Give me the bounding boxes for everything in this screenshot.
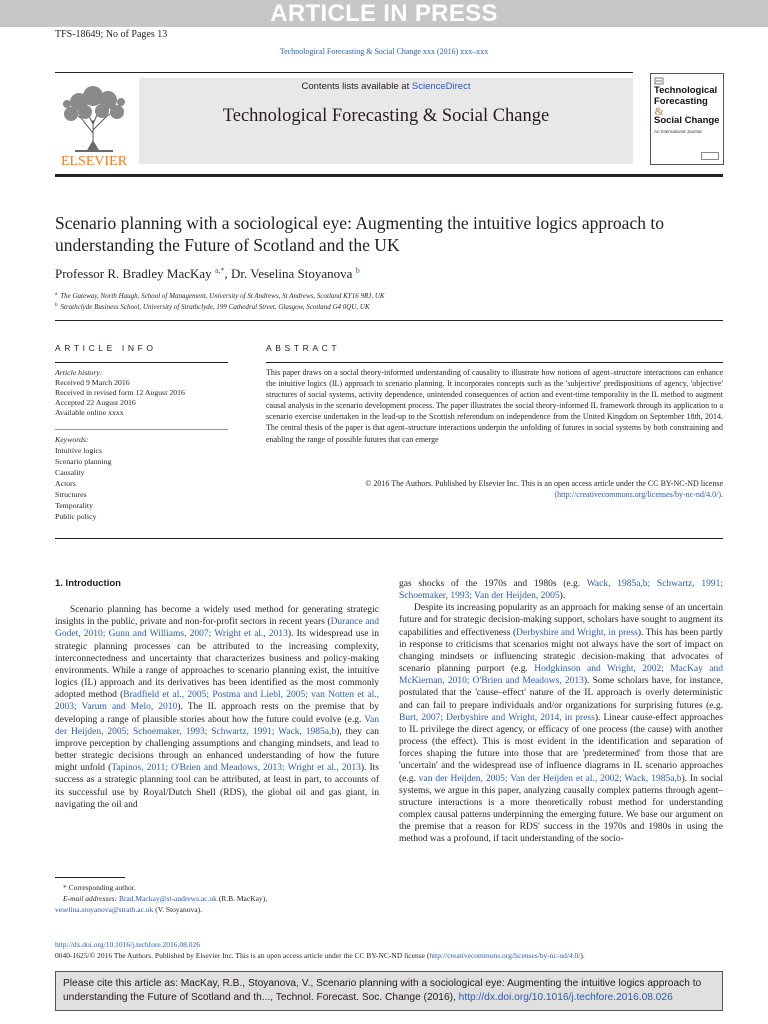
email-line-1 [55, 893, 267, 904]
citation-box [55, 971, 723, 1011]
email-label: E-mail addresses: [63, 894, 119, 903]
paragraph-text: ). Its success as a strategic planning tool can be attributed, at least in part, to accounts of its successful use by Royal/Dutch Shell (RDS), the global oil and gas giant, in navigating the oil and [55, 763, 379, 810]
keyword-item: Public policy [55, 512, 97, 521]
article-history [55, 368, 185, 418]
body-column-left [55, 578, 379, 811]
history-item: Received 9 March 2016 [55, 378, 130, 387]
keyword-item: Actors [55, 479, 76, 488]
paragraph-text: ). This has been partly in response to criticisms that scenarios might not always have the sort of impact on changing mindsets or influencing strategic decision-making that advocates of scenario planning purport (e.g. [399, 627, 723, 675]
body-column-right [399, 578, 723, 845]
elsevier-wordmark: ELSEVIER [60, 154, 128, 168]
history-item: Available online xxxx [55, 408, 124, 417]
paragraph-text: ), they can improve perception by challenging assumptions and changing mindsets, and lead to better strategic decisions through an enhanced understanding of how the future might unfold ( [55, 726, 379, 774]
paragraph-text: ). In social systems, we argue in this paper, analyzing causally complex patterns through agent–structure interactions is a more theoretically robust method for understanding complex causal patterns underpinning the emerging future. We base our argument on the premise that a reason for RDS' success in the 1970s and 1980s in using the method was a profound, if tacit understanding of the socio- [399, 773, 723, 845]
cover-title-line1: Technological [654, 85, 718, 96]
issn-text: 0040-1625/© 2016 The Authors. Published by Elsevier Inc. This is an open access article under the CC BY-NC-ND license ( [55, 951, 430, 960]
author-2-affiliation-marker[interactable]: b [355, 266, 360, 275]
banner-text: ARTICLE IN PRESS [270, 0, 498, 27]
citation-text: Please cite this article as: MacKay, R.B., Stoyanova, V., Scenario planning with a sociological eye: Augmenting the intuitive logics approach to understanding the Future of Scotland and th..., Technol. Forecast. Soc. Change (2016), [63, 978, 702, 1003]
body-separator-rule [55, 538, 723, 539]
cover-title-line2: Forecasting [654, 95, 708, 107]
section-heading-introduction: 1. Introduction [55, 578, 121, 589]
history-item: Accepted 22 August 2016 [55, 398, 136, 407]
elsevier-tree-icon [55, 78, 133, 168]
article-info-heading: ARTICLE INFO [55, 343, 157, 353]
keyword-item: Intuitive logics [55, 446, 102, 455]
paragraph-text: ). Some scholars have, for instance, postulated that the 'cause–effect' nature of the IL approach is overly deterministic and can fail to prepare individuals and/or organizations for surprising futures (e.g. [399, 676, 723, 711]
affiliation-a-label: a [55, 292, 58, 297]
email-owner-mackay: (R.B. MacKay), [216, 894, 268, 903]
keyword-item: Scenario planning [55, 457, 112, 466]
author-1: Professor R. Bradley MacKay [55, 266, 212, 281]
keywords-list [55, 434, 112, 522]
history-label: Article history: [55, 368, 103, 377]
issn-end: ). [580, 951, 585, 960]
paragraph-text: gas shocks of the 1970s and 1980s (e.g. [399, 579, 587, 589]
paragraph-text: ). Linear cause-effect approaches to IL privilege the direct agency, or efficacy of one process (the cause) with another process (the effect). This is most evident in the identification and separation of forces shaping the future into those that are 'predetermined' from those that are 'uncertain' and the widespread use of influence diagrams in IL scenario approaches (e.g. [399, 712, 723, 784]
article-info-rule [55, 362, 228, 363]
abstract-copyright: © 2016 The Authors. Published by Elsevier Inc. This is an open access article under the CC BY-NC-ND license [365, 479, 723, 488]
abstract-heading: ABSTRACT [266, 343, 341, 353]
issn-license-line [55, 951, 585, 960]
journal-cover-thumbnail[interactable] [650, 73, 724, 165]
license-end: . [721, 490, 723, 499]
corresponding-author-note: * Corresponding author. [63, 883, 136, 892]
paragraph-text: ). The IL approach rests on the premise that by developing a range of plausible stories about how the future could evolve (e.g. [55, 702, 379, 725]
affiliation-rule [55, 320, 723, 321]
document-id: TFS-18649; No of Pages 13 [55, 29, 168, 40]
paragraph-text: ). [559, 591, 566, 602]
cover-emblem-icon [654, 77, 664, 85]
cover-title [654, 86, 724, 127]
citation-link[interactable]: Wack, 1985a,b; Schwartz, 1991; Schoemaker, 1993; Van der Heijden, 2005 [399, 579, 723, 602]
journal-title[interactable]: Technological Forecasting & Social Change [222, 106, 550, 126]
issn-license-link[interactable]: http://creativecommons.org/licenses/by-nc-nd/4.0/ [429, 951, 581, 960]
affiliation-b [55, 303, 370, 311]
journal-reference-link[interactable]: Technological Forecasting & Social Change xxx (2016) xxx–xxx [279, 47, 489, 56]
abstract-rule [266, 362, 723, 363]
abstract-text: This paper draws on a social theory-informed understanding of causality to illustrate how notions of agent–structure interactions can enhance the intuitive logics (IL) approach to scenario planning. It incorporates concepts such as the 'subjective' predispositions of agency, 'objective' structures of social systems, activity dependence, unintended consequences of action and event-time temporality in the IL method to augment causal analysis in the scenario development process. The paper illustrates the social theory-informed IL framework through its application to a scenario exercise undertaken in the lead-up to the Scottish referendum on independence from the United Kingdom on September 18th, 2014. The central thesis of the paper is that agent–structure interactions underpin the unfolding of futures in social systems by both constraining and enabling the range of possible futures that can emerge [266, 368, 723, 444]
author-2: Dr. Veselina Stoyanova [231, 266, 353, 281]
paragraph-text: ). Its widespread use in strategic planning processes can be attributed to the increasing complexity, interconnectedness and uncertainty that characterizes business and policy-making environments. While a range of approaches to scenario planning exist, the intuitive logics (IL) approach and its derivatives has been identified as the most commonly adopted method ( [55, 629, 380, 701]
cover-ampersand-icon: & [654, 104, 664, 118]
license-link[interactable]: (http://creativecommons.org/licenses/by-nc-nd/4.0/) [554, 490, 721, 499]
citation-link[interactable]: Hodgkinson and Wright, 2002; MacKay and McKiernan, 2010; O'Brien and Meadows, 2013 [399, 664, 723, 687]
citation-link[interactable]: Derbyshire and Wright, in press [516, 627, 638, 638]
cover-publisher-mark [701, 152, 719, 160]
license-line [266, 489, 723, 500]
citation-link[interactable]: Van der Heijden, 2005; Schoemaker, 1993; Schwartz, 1991; Wack, 1985a,b [55, 714, 379, 737]
footnote-rule [55, 877, 125, 878]
citation-link[interactable]: Tapinos, 2011; O'Brien and Meadows, 2013; Wright et al., 2013 [111, 763, 361, 774]
keyword-item: Temporality [55, 501, 93, 510]
body-paragraph [399, 602, 723, 845]
header-bottom-rule [55, 174, 723, 177]
keyword-item: Structures [55, 490, 87, 499]
contents-prefix: Contents lists available at [301, 81, 412, 92]
citation-doi-link[interactable]: http://dx.doi.org/10.1016/j.techfore.2016.08.026 [458, 991, 673, 1003]
affiliation-a [55, 292, 385, 300]
citation-link[interactable]: van der Heijden, 2005; Van der Heijden et al., 2002; Wack, 1985a,b [418, 773, 682, 784]
header-top-rule [55, 72, 633, 73]
keyword-item: Causality [55, 468, 85, 477]
email-link-mackay[interactable]: Brad.Mackay@st-andrews.ac.uk [118, 894, 217, 903]
journal-header-box [139, 78, 633, 164]
email-owner-stoyanova: (V. Stoyanova). [153, 905, 202, 914]
paragraph-text: Despite its increasing popularity as an approach for making sense of an uncertain future and for strategic decision-making support, scholars have sought to augment its capabilities and effectiveness ( [399, 603, 723, 638]
elsevier-logo[interactable] [55, 78, 133, 168]
paper-title: Scenario planning with a sociological eye: Augmenting the intuitive logics approach to understanding the Future of Scotland and the UK [55, 213, 664, 255]
citation-link[interactable]: Durance and Godet, 2010; Gunn and Williams, 2007; Wright et al., 2013 [55, 617, 380, 640]
affiliation-a-text: The Gateway, North Haugh, School of Management, University of St Andrews, St Andrews, Scotland KY16 9RJ, UK [60, 292, 385, 300]
article-in-press-banner [0, 0, 768, 27]
affiliation-b-text: Strathclyde Business School, University of Strathclyde, 199 Cathedral Street, Glasgow, Scotland G4 0QU, UK [60, 303, 370, 311]
citation-link[interactable]: Bradfield et al., 2005; Postma and Liebl, 2005; van Notten et al., 2003; Varum and Melo, 2010 [55, 690, 379, 713]
doi-link[interactable]: http://dx.doi.org/10.1016/j.techfore.2016.08.026 [55, 940, 201, 949]
affiliation-b-label: b [55, 303, 58, 308]
keywords-rule [55, 429, 228, 430]
body-paragraph [399, 578, 723, 602]
body-paragraph [55, 604, 379, 811]
citation-link[interactable]: Burt, 2007; Derbyshire and Wright, 2014, in press [399, 712, 595, 723]
email-link-stoyanova[interactable]: veselina.stoyanova@strath.ac.uk [55, 905, 154, 914]
author-separator: , [224, 266, 231, 281]
keywords-label: Keywords: [55, 435, 89, 444]
email-line-2 [55, 904, 267, 915]
history-item: Received in revised form 12 August 2016 [55, 388, 185, 397]
author-line [55, 266, 360, 282]
contents-availability-line [139, 81, 633, 92]
cover-subtitle: An International Journal [654, 129, 702, 134]
cover-title-line3: Social Change [654, 115, 720, 126]
paragraph-text: Scenario planning has become a widely used method for generating strategic insights in the public, private and non-for-profit sectors in recent years ( [55, 605, 379, 628]
author-1-affiliation-marker[interactable]: a,* [214, 266, 225, 275]
footnotes [55, 882, 267, 915]
sciencedirect-link[interactable]: ScienceDirect [411, 81, 471, 92]
